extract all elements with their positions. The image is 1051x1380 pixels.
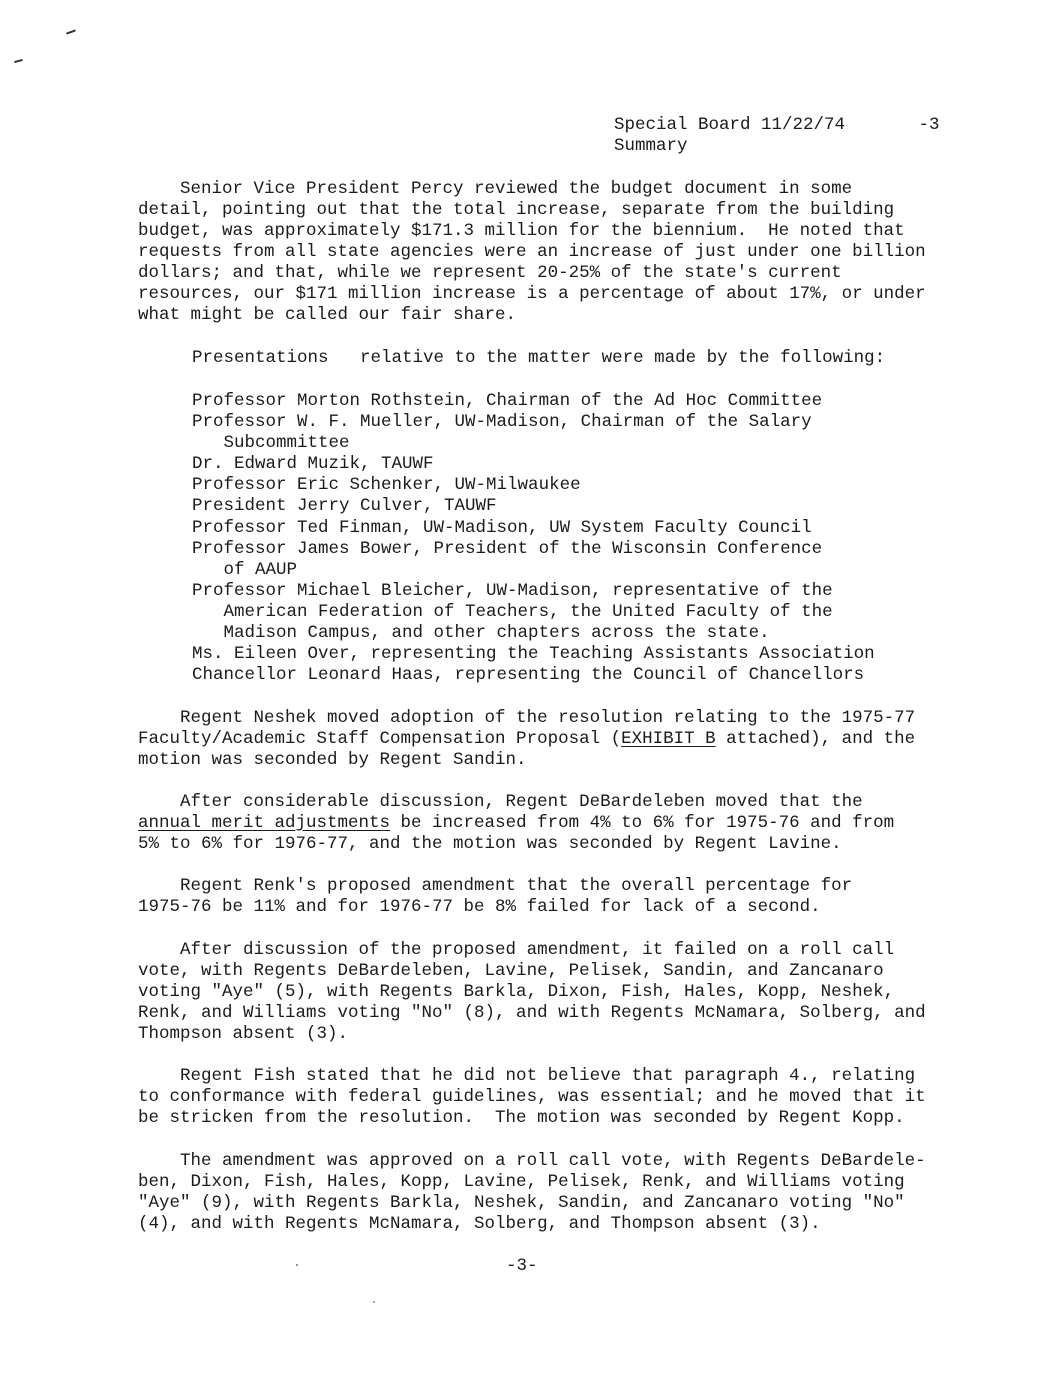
paragraph-line: (4), and with Regents McNamara, Solberg, and Thompson absent (3).	[138, 1214, 821, 1234]
paragraph-line: 5% to 6% for 1976-77, and the motion was seconded by Regent Lavine.	[138, 834, 842, 854]
paragraph-line: requests from all state agencies were an increase of just under one billion	[138, 242, 926, 262]
presenter-line: Professor James Bower, President of the Wisconsin Conference	[150, 539, 823, 559]
paragraph-line: detail, pointing out that the total increase, separate from the building	[138, 200, 895, 220]
paragraph-line: Presentations relative to the matter were made by the following:	[150, 348, 886, 368]
paragraph-line: to conformance with federal guidelines, was essential; and he moved that it	[138, 1087, 926, 1107]
paragraph-text: be increased from 4% to 6% for 1975-76 and from	[390, 813, 895, 833]
paragraph-line: what might be called our fair share.	[138, 305, 517, 325]
presenter-line: Professor Michael Bleicher, UW-Madison, representative of the	[150, 581, 833, 601]
scan-mark	[14, 59, 23, 63]
header-title: Special Board 11/22/74 -3	[614, 115, 940, 135]
presenter-line: of AAUP	[150, 560, 298, 580]
paragraph-text: Faculty/Academic Staff Compensation Proposal (	[138, 729, 622, 749]
paragraph-line	[138, 813, 894, 834]
presenter-line: President Jerry Culver, TAUWF	[150, 496, 497, 516]
paragraph-text: attached), and the	[715, 729, 916, 749]
paragraph-line: ben, Dixon, Fish, Hales, Kopp, Lavine, Pelisek, Renk, and Williams voting	[138, 1172, 905, 1192]
scan-mark	[66, 29, 76, 34]
paragraph-line: "Aye" (9), with Regents Barkla, Neshek, Sandin, and Zancanaro voting "No"	[138, 1193, 905, 1213]
header-subtitle: Summary	[614, 136, 688, 156]
paragraph-line: vote, with Regents DeBardeleben, Lavine, Pelisek, Sandin, and Zancanaro	[138, 961, 884, 981]
presenter-line: Professor Ted Finman, UW-Madison, UW System Faculty Council	[150, 518, 812, 538]
paragraph-line: After considerable discussion, Regent DeBardeleben moved that the	[138, 792, 863, 812]
paragraph-line: After discussion of the proposed amendment, it failed on a roll call	[138, 940, 895, 960]
paragraph-line: Thompson absent (3).	[138, 1024, 349, 1044]
paragraph-line: Renk, and Williams voting "No" (8), and with Regents McNamara, Solberg, and	[138, 1003, 926, 1023]
presenter-line: Subcommittee	[150, 433, 350, 453]
presenter-line: Madison Campus, and other chapters across the state.	[150, 623, 770, 643]
paragraph-line: 1975-76 be 11% and for 1976-77 be 8% failed for lack of a second.	[138, 897, 821, 917]
paragraph-line: Senior Vice President Percy reviewed the budget document in some	[138, 179, 853, 199]
scan-speck	[296, 1264, 298, 1266]
paragraph-line: resources, our $171 million increase is a percentage of about 17%, or under	[138, 284, 926, 304]
presenter-line: Chancellor Leonard Haas, representing the Council of Chancellors	[150, 665, 865, 685]
paragraph-line	[138, 729, 915, 750]
paragraph-line: voting "Aye" (5), with Regents Barkla, Dixon, Fish, Hales, Kopp, Neshek,	[138, 982, 895, 1002]
presenter-line: Professor Morton Rothstein, Chairman of the Ad Hoc Committee	[150, 391, 823, 411]
paragraph-line: motion was seconded by Regent Sandin.	[138, 750, 527, 770]
presenter-line: Dr. Edward Muzik, TAUWF	[150, 454, 434, 474]
presenter-line: Ms. Eileen Over, representing the Teaching Assistants Association	[150, 644, 875, 664]
presenter-line: Professor W. F. Mueller, UW-Madison, Chairman of the Salary	[150, 412, 812, 432]
paragraph-line: dollars; and that, while we represent 20-25% of the state's current	[138, 263, 842, 283]
paragraph-line: Regent Neshek moved adoption of the resolution relating to the 1975-77	[138, 708, 916, 728]
paragraph-line: be stricken from the resolution. The motion was seconded by Regent Kopp.	[138, 1108, 905, 1128]
scan-speck	[373, 1301, 375, 1303]
presenter-line: Professor Eric Schenker, UW-Milwaukee	[150, 475, 581, 495]
underlined-phrase: annual merit adjustments	[138, 813, 391, 833]
paragraph-line: Regent Renk's proposed amendment that the overall percentage for	[138, 876, 853, 896]
presenter-line: American Federation of Teachers, the United Faculty of the	[150, 602, 833, 622]
paragraph-line: Regent Fish stated that he did not believe that paragraph 4., relating	[138, 1066, 916, 1086]
paragraph-line: The amendment was approved on a roll call vote, with Regents DeBardele-	[138, 1151, 926, 1171]
exhibit-reference: EXHIBIT B	[621, 729, 716, 749]
page-number: -3-	[506, 1256, 538, 1276]
paragraph-line: budget, was approximately $171.3 million for the biennium. He noted that	[138, 221, 905, 241]
